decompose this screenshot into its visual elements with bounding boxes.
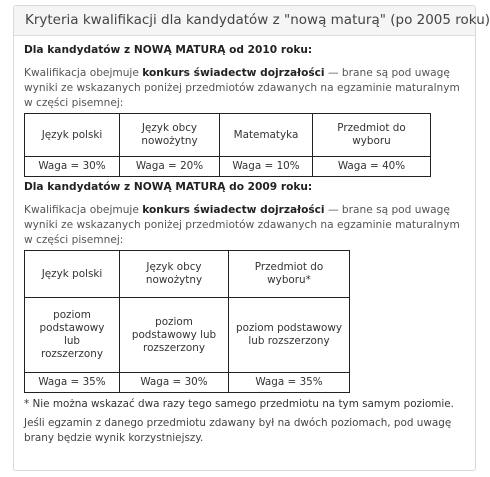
table-row <box>25 157 431 177</box>
weights-table-2009 <box>24 250 350 393</box>
footnote: * Nie można wskazać dwa razy tego samego przedmiotu na tym samym poziomie. <box>24 398 454 410</box>
section-2009-description <box>24 203 465 248</box>
qualification-criteria-panel <box>13 5 490 471</box>
weight-cell: Waga = 30% <box>25 157 120 177</box>
weight-cell: Waga = 35% <box>229 373 350 393</box>
level-cell: poziom podstawowy lub rozszerzony <box>120 298 229 373</box>
weights-table-2010 <box>24 113 431 177</box>
description-bold: konkurs świadectw dojrzałości <box>142 204 325 216</box>
weight-cell: Waga = 10% <box>220 157 313 177</box>
panel-body <box>14 44 475 446</box>
header-cell: Przedmiot do wyboru <box>313 114 431 157</box>
level-cell: poziom podstawowy lub rozszerzony <box>229 298 350 373</box>
table-row <box>25 251 350 298</box>
section-2010-heading: Dla kandydatów z NOWĄ MATURĄ od 2010 roku: <box>24 44 313 56</box>
weight-cell: Waga = 35% <box>25 373 120 393</box>
header-cell: Przedmiot do wyboru* <box>229 251 350 298</box>
table-row <box>25 298 350 373</box>
table-row <box>25 114 431 157</box>
description-text: — brane są pod uwagę wyniki ze wskazanych poniżej przedmiotów zdawanych na egzaminie maturalnym w części pisemnej: <box>24 204 460 246</box>
table-row <box>25 373 350 393</box>
weight-cell: Waga = 20% <box>120 157 220 177</box>
panel-title: Kryteria kwalifikacji dla kandydatów z "nową maturą" (po 2005 roku) <box>14 6 475 36</box>
weight-cell: Waga = 30% <box>120 373 229 393</box>
weight-cell: Waga = 40% <box>313 157 431 177</box>
description-text: Kwalifikacja obejmuje <box>24 67 143 79</box>
level-cell: poziom podstawowy lub rozszerzony <box>25 298 120 373</box>
header-cell: Język polski <box>25 251 120 298</box>
header-cell: Matematyka <box>220 114 313 157</box>
header-cell: Język obcy nowożytny <box>120 251 229 298</box>
header-cell: Język polski <box>25 114 120 157</box>
description-bold: konkurs świadectw dojrzałości <box>142 67 325 79</box>
description-text: Kwalifikacja obejmuje <box>24 204 143 216</box>
closing-note: Jeśli egzamin z danego przedmiotu zdawany był na dwóch poziomach, pod uwagę brany będzie wynik korzystniejszy. <box>24 417 452 444</box>
header-cell: Język obcy nowożytny <box>120 114 220 157</box>
section-2010-description <box>24 66 465 111</box>
section-2009-heading: Dla kandydatów z NOWĄ MATURĄ do 2009 roku: <box>24 181 313 193</box>
description-text: — brane są pod uwagę wyniki ze wskazanych poniżej przedmiotów zdawanych na egzaminie maturalnym w części pisemnej: <box>24 67 460 109</box>
